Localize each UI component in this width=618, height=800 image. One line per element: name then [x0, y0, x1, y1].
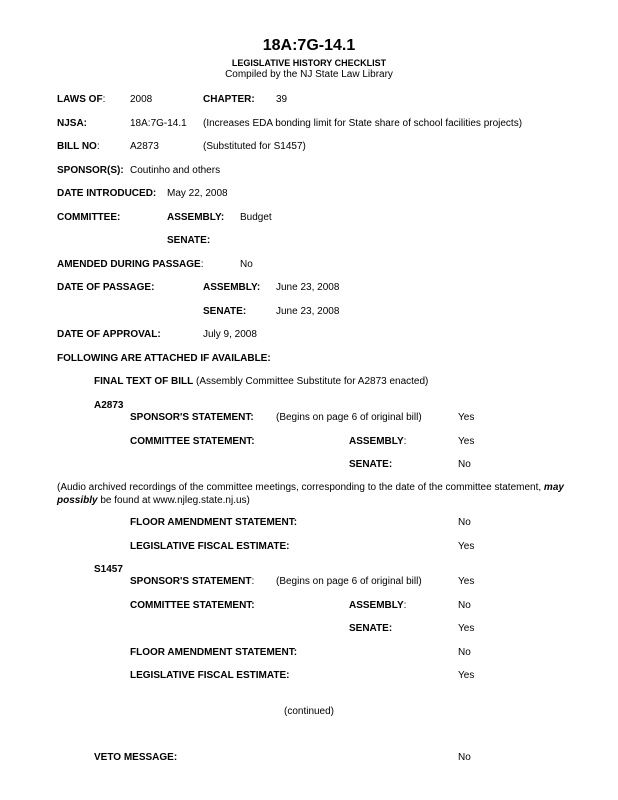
s1457-assembly-value: No — [458, 600, 471, 611]
s1457-senate-label: SENATE: — [349, 623, 393, 634]
a2873-committee-label: COMMITTEE STATEMENT: — [130, 436, 255, 447]
laws-of-label: LAWS OF: — [57, 94, 106, 105]
s1457-senate-value: Yes — [458, 623, 475, 634]
passage-senate-label: SENATE: — [203, 306, 247, 317]
a2873-bill-label: A2873 — [94, 400, 124, 411]
s1457-sponsor-note: (Begins on page 6 of original bill) — [276, 576, 422, 587]
s1457-floor-value: No — [458, 647, 471, 658]
final-text: FINAL TEXT OF BILL (Assembly Committee Substitute for A2873 enacted) — [94, 376, 429, 387]
a2873-fiscal-label: LEGISLATIVE FISCAL ESTIMATE: — [130, 541, 290, 552]
date-introduced-label: DATE INTRODUCED: — [57, 188, 157, 199]
bill-no-label: BILL NO: — [57, 141, 100, 152]
approval-value: July 9, 2008 — [203, 329, 257, 340]
sponsors-value: Coutinho and others — [130, 165, 221, 176]
laws-of-value: 2008 — [130, 94, 153, 105]
passage-assembly-label: ASSEMBLY: — [203, 282, 261, 293]
a2873-assembly-label: ASSEMBLY: — [349, 436, 407, 447]
njsa-description: (Increases EDA bonding limit for State share of school facilities projects) — [203, 118, 523, 129]
committee-assembly-value: Budget — [240, 212, 272, 223]
a2873-senate-value: No — [458, 459, 471, 470]
committee-label: COMMITTEE: — [57, 212, 121, 223]
s1457-floor-label: FLOOR AMENDMENT STATEMENT: — [130, 647, 298, 658]
a2873-assembly-value: Yes — [458, 436, 475, 447]
s1457-sponsor-value: Yes — [458, 576, 475, 587]
passage-label: DATE OF PASSAGE: — [57, 282, 155, 293]
veto-value: No — [458, 752, 471, 763]
passage-senate-value: June 23, 2008 — [276, 306, 340, 317]
committee-assembly-label: ASSEMBLY: — [167, 212, 225, 223]
audio-archive-note: (Audio archived recordings of the committee meetings, corresponding to the date of the committee statement, may possibly be found at www.njleg.state.nj.us) — [57, 482, 564, 506]
sponsors-label: SPONSOR(S): — [57, 165, 124, 176]
s1457-fiscal-value: Yes — [458, 670, 475, 681]
document-title: LEGISLATIVE HISTORY CHECKLIST — [231, 58, 387, 68]
document-code: 18A:7G-14.1 — [262, 37, 356, 54]
bill-no-note: (Substituted for S1457) — [203, 141, 306, 152]
bill-no-value: A2873 — [130, 141, 159, 152]
passage-assembly-value: June 23, 2008 — [276, 282, 340, 293]
veto-label: VETO MESSAGE: — [94, 752, 178, 763]
date-introduced-value: May 22, 2008 — [167, 188, 228, 199]
attached-heading: FOLLOWING ARE ATTACHED IF AVAILABLE: — [57, 353, 271, 364]
s1457-bill-label: S1457 — [94, 564, 123, 575]
a2873-floor-label: FLOOR AMENDMENT STATEMENT: — [130, 517, 298, 528]
amended-value: No — [240, 259, 253, 270]
a2873-sponsor-value: Yes — [458, 412, 475, 423]
a2873-fiscal-value: Yes — [458, 541, 475, 552]
a2873-floor-value: No — [458, 517, 471, 528]
amended-label: AMENDED DURING PASSAGE: — [57, 259, 204, 270]
njsa-value: 18A:7G-14.1 — [130, 118, 187, 129]
a2873-sponsor-label: SPONSOR'S STATEMENT: — [130, 412, 254, 423]
s1457-assembly-label: ASSEMBLY: — [349, 600, 407, 611]
s1457-fiscal-label: LEGISLATIVE FISCAL ESTIMATE: — [130, 670, 290, 681]
a2873-sponsor-note: (Begins on page 6 of original bill) — [276, 412, 422, 423]
s1457-committee-label: COMMITTEE STATEMENT: — [130, 600, 255, 611]
approval-label: DATE OF APPROVAL: — [57, 329, 161, 340]
chapter-value: 39 — [276, 94, 288, 105]
committee-senate-label: SENATE: — [167, 235, 211, 246]
continued-note: (continued) — [283, 706, 335, 717]
s1457-sponsor-label: SPONSOR'S STATEMENT: — [130, 576, 255, 587]
chapter-label: CHAPTER: — [203, 94, 255, 105]
a2873-senate-label: SENATE: — [349, 459, 393, 470]
njsa-label: NJSA: — [57, 118, 88, 129]
compiled-by: Compiled by the NJ State Law Library — [225, 69, 393, 80]
